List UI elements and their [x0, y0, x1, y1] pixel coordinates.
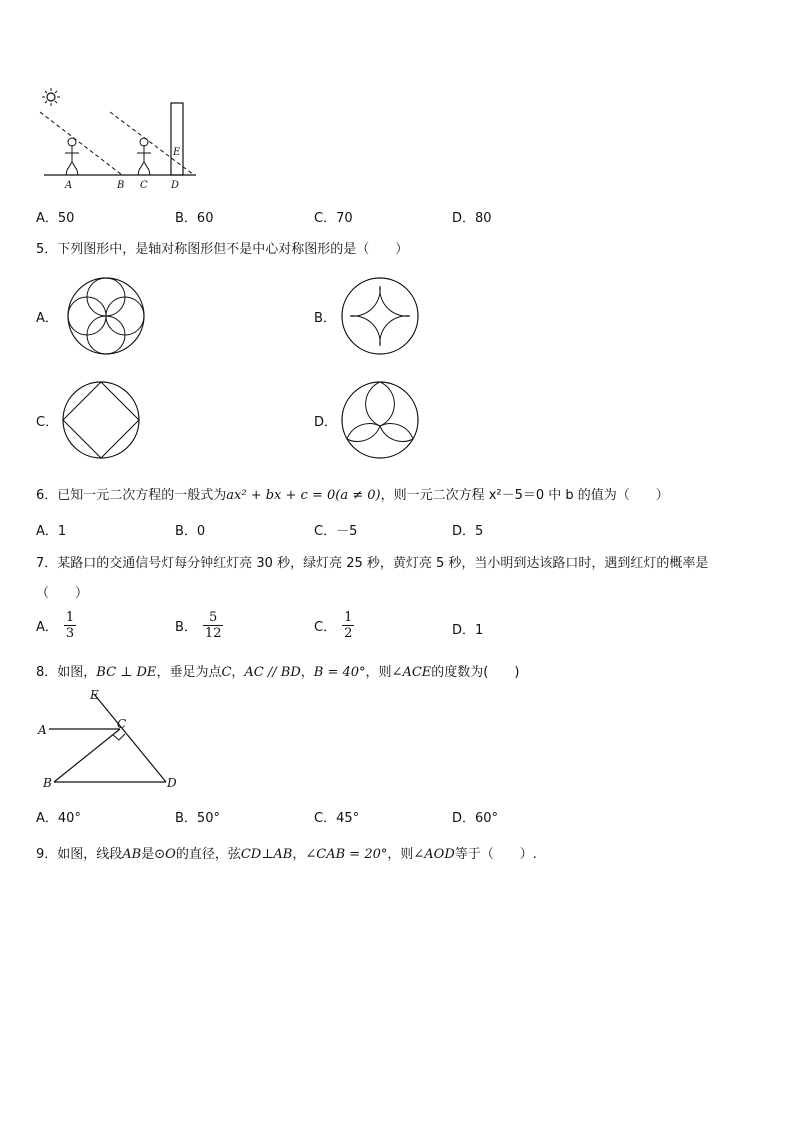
- q8-text: ，则: [365, 665, 392, 680]
- label-a: A: [38, 723, 47, 737]
- q9-text: ，: [292, 847, 306, 862]
- denominator: 12: [204, 626, 222, 641]
- q4-option-b[interactable]: B．60: [175, 211, 214, 226]
- q9-stem: [36, 843, 537, 862]
- q8-text: 8．如图，: [36, 665, 97, 680]
- q5-figure-a: [66, 276, 146, 356]
- q9-math: ∠CAB = 20°: [305, 847, 388, 862]
- q8-text: ，垂足为点: [156, 665, 222, 680]
- q5-label-d[interactable]: D．: [314, 415, 338, 430]
- fraction: [64, 610, 76, 641]
- q9-text: ，则: [387, 847, 414, 862]
- q7-option-a[interactable]: [36, 610, 76, 641]
- label-b: B: [43, 776, 52, 790]
- q7-label-b: B．: [175, 620, 197, 635]
- q7-option-b[interactable]: [175, 610, 223, 641]
- shadow-figure: [36, 85, 206, 195]
- label-d: D: [167, 776, 177, 790]
- denominator: 3: [65, 626, 75, 641]
- q5-stem: 5．下列图形中，是轴对称图形但不是中心对称图形的是（ ）: [36, 242, 409, 257]
- fraction: [342, 610, 354, 641]
- label-d: D: [171, 180, 180, 191]
- fraction: [203, 610, 224, 641]
- q7-label-a: A．: [36, 620, 58, 635]
- q4-option-a[interactable]: A．50: [36, 211, 75, 226]
- q4-option-c[interactable]: C．70: [314, 211, 353, 226]
- q8-math: B = 40°: [313, 665, 366, 680]
- q7-option-d[interactable]: D．1: [452, 623, 484, 638]
- q9-math: ∠AOD: [413, 847, 455, 862]
- denominator: 2: [344, 626, 353, 641]
- label-e: E: [90, 688, 99, 702]
- q9-text: 等于（ ）.: [454, 847, 537, 862]
- label-a: A: [65, 180, 73, 191]
- q5-figure-d: [340, 380, 420, 460]
- q7-label-c: C．: [314, 620, 337, 635]
- q6-option-a[interactable]: A．1: [36, 524, 67, 539]
- q6-equation: ax² + bx + c = 0(a ≠ 0): [226, 488, 381, 503]
- q4-option-d[interactable]: D．80: [452, 211, 492, 226]
- label-c: C: [117, 717, 127, 731]
- q5-label-c[interactable]: C．: [36, 415, 59, 430]
- person-figure: [65, 138, 79, 175]
- q9-math: CD⊥AB: [240, 847, 293, 862]
- q9-math: O: [165, 847, 176, 862]
- q8-figure: [36, 686, 186, 796]
- q9-text: 9．如图，线段: [36, 847, 123, 862]
- q8-option-d[interactable]: D．60°: [452, 811, 499, 826]
- q6-stem-text-end: ，则一元二次方程 x²－5＝0 中 b 的值为（ ）: [380, 488, 669, 503]
- q8-text: ，: [231, 665, 245, 680]
- q7-stem: 7．某路口的交通信号灯每分钟红灯亮 30 秒，绿灯亮 25 秒，黄灯亮 5 秒，当小明到达该路口时，遇到红灯的概率是: [36, 556, 709, 571]
- q8-option-c[interactable]: C．45°: [314, 811, 360, 826]
- q6-option-c[interactable]: C．－5: [314, 524, 358, 539]
- q8-option-a[interactable]: A．40°: [36, 811, 81, 826]
- q7-option-c[interactable]: [314, 610, 354, 641]
- label-b: B: [117, 180, 125, 191]
- q5-figure-c: [61, 380, 141, 460]
- q5-label-b[interactable]: B．: [314, 311, 336, 326]
- label-c: C: [140, 180, 148, 191]
- q8-math: AC // BD: [244, 665, 301, 680]
- sun-icon: [42, 88, 60, 106]
- q8-text: ，: [300, 665, 314, 680]
- q8-math: C: [221, 665, 232, 680]
- q6-option-b[interactable]: B．0: [175, 524, 206, 539]
- q8-math: BC ⊥ DE: [96, 665, 157, 680]
- q8-option-b[interactable]: B．50°: [175, 811, 220, 826]
- label-e: E: [173, 147, 181, 158]
- q6-option-d[interactable]: D．5: [452, 524, 484, 539]
- q6-stem: [36, 484, 669, 503]
- numerator: 1: [344, 610, 353, 625]
- q9-math: AB: [122, 847, 142, 862]
- q8-text: 的度数为( ): [431, 665, 520, 680]
- q5-label-a[interactable]: A．: [36, 311, 58, 326]
- q8-math: ∠ACE: [391, 665, 432, 680]
- person-figure: [137, 138, 151, 175]
- q9-text: 的直径，弦: [175, 847, 241, 862]
- q9-text: 是⊙: [141, 847, 166, 862]
- q5-figure-b: [340, 276, 420, 356]
- q8-stem: [36, 661, 519, 680]
- numerator: 5: [209, 610, 218, 625]
- q6-stem-text: 6．已知一元二次方程的一般式为: [36, 488, 227, 503]
- numerator: 1: [65, 610, 75, 625]
- q7-paren: （ ）: [36, 586, 89, 601]
